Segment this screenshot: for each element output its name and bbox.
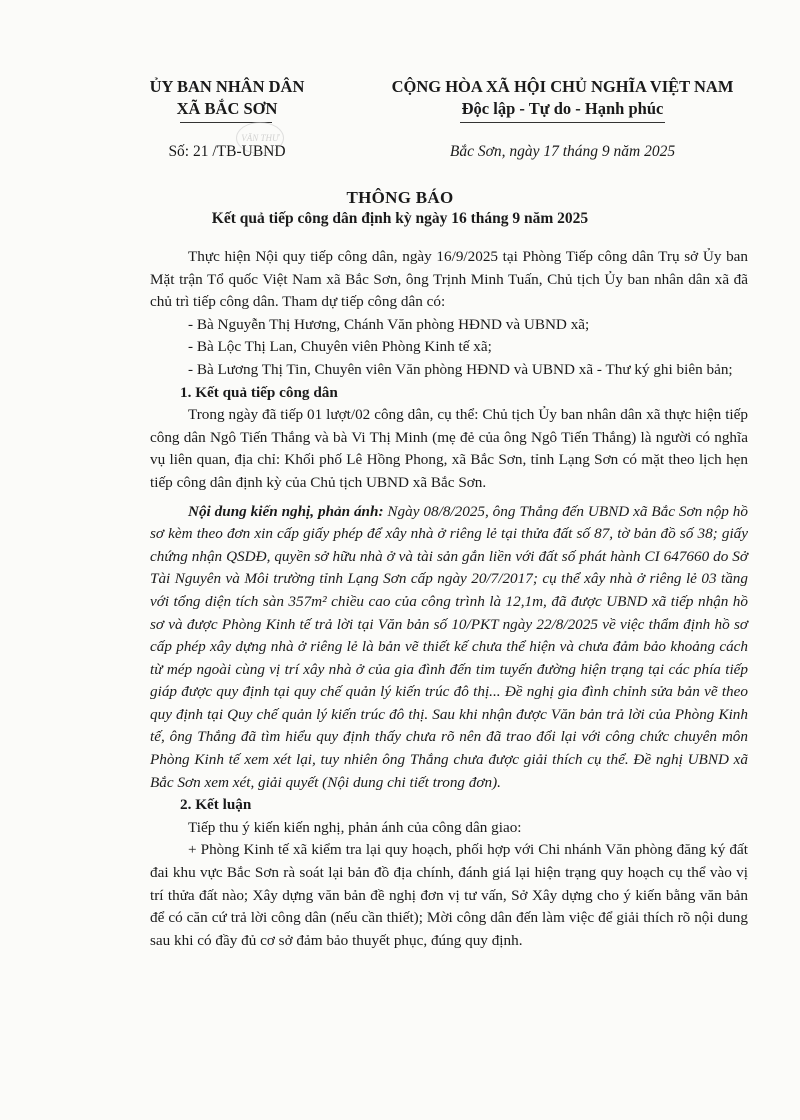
conclusion-item: + Phòng Kinh tế xã kiểm tra lại quy hoạch, phối hợp với Chi nhánh Văn phòng đăng ký đất đai khu vực Bắc Sơn rà soát lại bản đồ địa chính, đánh giá lại hiện trạng quy hoạch cụ thể vào vị trí thửa đất nào; Xây dựng văn bản đề nghị đơn vị tư vấn, Sở Xây dựng cho ý kiến bằng văn bản để có căn cứ trả lời công dân (nếu cần thiết); Mời công dân đến làm việc để giải thích rõ nội dung sau khi có đầy đủ cơ sở đảm bảo thuyết phục, đúng quy định. [150, 841, 748, 949]
document-number: Số: 21 /TB-UBND [168, 143, 286, 160]
national-motto: Độc lập - Tự do - Hạnh phúc [461, 99, 664, 118]
document-body [150, 246, 748, 952]
issuing-agency [92, 76, 362, 120]
place-and-date: Bắc Sơn, ngày 17 tháng 9 năm 2025 [449, 143, 676, 160]
attendee-item: - Bà Nguyễn Thị Hương, Chánh Văn phòng HĐND và UBND xã; [188, 315, 590, 333]
stamp-text: VĂN THƯ [241, 133, 279, 143]
motto-underline [460, 122, 665, 123]
petition-paragraph [150, 501, 748, 795]
section-1-heading: 1. Kết quả tiếp công dân [180, 383, 338, 401]
section-2-heading: 2. Kết luận [180, 796, 252, 814]
petition-text: Ngày 08/8/2025, ông Thắng đến UBND xã Bắc Sơn nộp hồ sơ kèm theo đơn xin cấp giấy phép để xây nhà ở riêng lẻ tại thửa đất số 87, tờ bản đồ số 38; giấy chứng nhận QSDĐ, quyền sở hữu nhà ở và tài sản gắn liền với đất số phát hành CI 647660 do Sở Tài Nguyên và Môi trường tỉnh Lạng Sơn cấp ngày 20/7/2017; cụ thể xây nhà ở riêng lẻ 03 tầng với tổng diện tích sàn 357m² chiều cao của công trình là 12,1m, đã được UBND xã tiếp nhận hồ sơ và được Phòng Kinh tế trả lời tại Văn bản số 10/PKT ngày 22/8/2025 về việc thẩm định hồ sơ cấp phép xây dựng nhà ở riêng lẻ là bản vẽ thiết kế chưa thể hiện và chưa đảm bảo khoảng cách từ mép ngoài cùng vị trí xây nhà ở của gia đình đến tim tuyến đường hiện trạng tại các phía tiếp giáp được quy định tại quy chế quản lý kiến trúc đô thị... Đề nghị gia đình chỉnh sửa bản vẽ theo quy định tại Quy chế quản lý kiến trúc đô thị. Sau khi nhận được Văn bản trả lời của Phòng Kinh tế, ông Thắng đã tìm hiểu quy định thấy chưa rõ nên đã trao đổi lại với công chức chuyên môn Phòng Kinh tế xem xét lại, tuy nhiên ông Thắng chưa được giải thích cụ thể. Đề nghị UBND xã Bắc Sơn xem xét, giải quyết (Nội dung chi tiết trong đơn). [150, 502, 748, 791]
petition-lead: Nội dung kiến nghị, phản ánh: [188, 502, 384, 520]
intro-paragraph: Thực hiện Nội quy tiếp công dân, ngày 16/9/2025 tại Phòng Tiếp công dân Trụ sở Ủy ban Mặt trận Tổ quốc Việt Nam xã Bắc Sơn, ông Trịnh Minh Tuấn, Chủ tịch Ủy ban nhân dân xã đã chủ trì tiếp công dân. Tham dự tiếp công dân có: [150, 248, 748, 311]
country-name: CỘNG HÒA XÃ HỘI CHỦ NGHĨA VIỆT NAM [391, 77, 734, 96]
section-2-intro: Tiếp thu ý kiến kiến nghị, phản ánh của công dân giao: [188, 818, 522, 836]
attendee-item: - Bà Lương Thị Tin, Chuyên viên Văn phòng HĐND và UBND xã - Thư ký ghi biên bản; [188, 360, 733, 378]
section-1-paragraph: Trong ngày đã tiếp 01 lượt/02 công dân, cụ thể: Chủ tịch Ủy ban nhân dân xã thực hiện tiếp công dân Ngô Tiến Thắng và bà Vi Thị Minh (mẹ đẻ của ông Ngô Tiến Thắng) là người có nghĩa vụ liên quan, địa chỉ: Khối phố Lê Hồng Phong, xã Bắc Sơn, tỉnh Lạng Sơn có mặt theo lịch hẹn tiếp công dân định kỳ của Chủ tịch UBND xã Bắc Sơn. [150, 406, 748, 491]
attendee-item: - Bà Lộc Thị Lan, Chuyên viên Phòng Kinh tế xã; [188, 338, 492, 356]
agency-line-1: ỦY BAN NHÂN DÂN [149, 77, 305, 96]
agency-line-2: XÃ BẮC SƠN [176, 99, 278, 118]
document-subtitle: Kết quả tiếp công dân định kỳ ngày 16 tháng 9 năm 2025 [211, 210, 589, 227]
national-header [360, 76, 765, 120]
document-title: THÔNG BÁO [346, 188, 454, 207]
